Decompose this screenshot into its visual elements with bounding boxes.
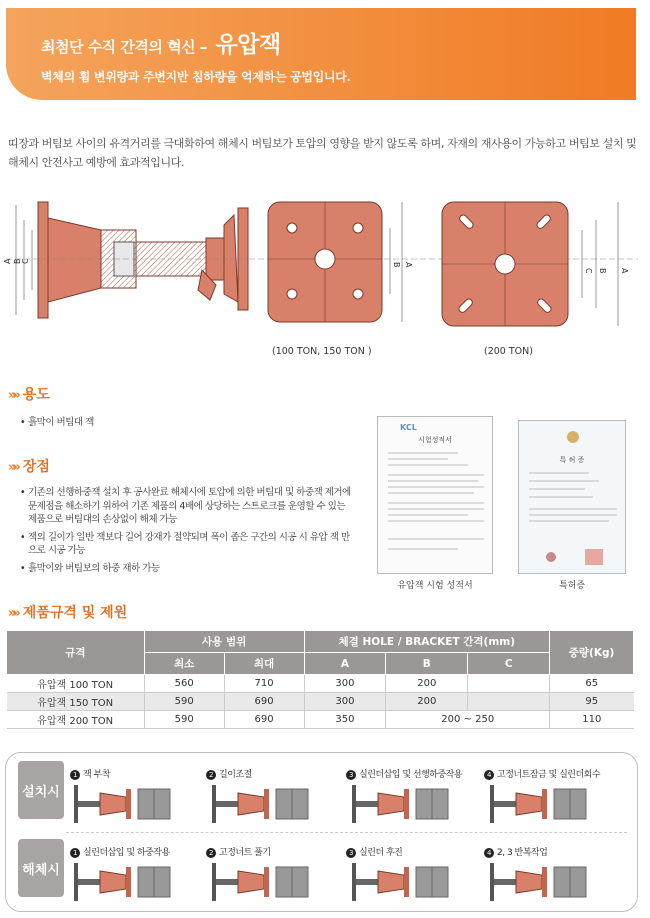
svg-text:A: A: [3, 258, 12, 264]
svg-text:A: A: [620, 268, 629, 274]
spec-heading: »» 제품규격 및 제원: [8, 605, 128, 621]
cell-a: 350: [304, 711, 386, 729]
col-b: B: [386, 653, 468, 675]
plate-100-150-view: [268, 202, 413, 322]
step-text: 실린더삽입 및 하중작용: [83, 848, 170, 858]
caption-100-150: (100 TON, 150 TON ): [272, 346, 372, 357]
cell-b: 200: [386, 675, 468, 693]
table-row: [7, 675, 634, 693]
svg-text:B: B: [13, 258, 22, 264]
advantage-item: • 잭의 길이가 일반 잭보다 길어 강재가 절약되며 폭이 좁은 구간의 시공 시 유압 잭 만으로 시공 가능: [20, 531, 356, 558]
install-step-2: [206, 767, 252, 780]
svg-text:B: B: [392, 262, 401, 268]
title-prefix: 최첨단 수직 간격의 혁신 –: [41, 38, 207, 56]
cell-c: [468, 693, 550, 711]
header-banner: [6, 8, 636, 100]
cell-min: 590: [144, 693, 224, 711]
remove-label: 해체시: [18, 839, 64, 897]
doc2-lines: [529, 469, 617, 569]
doc2-title: 특 허 증: [559, 456, 585, 464]
col-weight: 중량(Kg): [550, 631, 634, 675]
step-text: 잭 부착: [83, 770, 110, 780]
doc2-caption: 특허증: [558, 581, 586, 591]
advantage-item: • 기존의 선행하중잭 설치 후 공사완료 해체시에 토압에 의한 버팀대 및 하중잭 제거에 문제점을 해소하기 위하여 기존 제품의 4배에 상당하는 스트로크를 운영할 수 있는 제품으로 버팀대의 손상없이 해체 가능: [20, 486, 356, 527]
cell-bc: 200 ~ 250: [386, 711, 550, 729]
step-text: 실린더 후진: [359, 848, 403, 858]
doc-logo: KCL: [400, 423, 417, 432]
step-text: 2, 3 반복작업: [497, 848, 548, 858]
cell-max: 710: [224, 675, 304, 693]
cell-name: 유압잭 200 TON: [7, 711, 145, 729]
title-product: 유압잭: [215, 32, 281, 58]
cell-min: 560: [144, 675, 224, 693]
cell-weight: 95: [550, 693, 634, 711]
step-text: 고정너트잠금 및 실린더회수: [497, 770, 601, 780]
usage-title: 용도: [22, 387, 50, 403]
doc1-title: 시험성적서: [418, 436, 452, 444]
install-label: 설치시: [18, 761, 64, 819]
col-bracket: 체결 HOLE / BRACKET 간격(mm): [304, 631, 550, 653]
intro-text: 띠장과 버팀보 사이의 유격거리를 극대화하여 해체시 버팀보가 토압의 영향을 받지 않도록 하며, 자재의 재사용이 가능하고 버팀보 설치 및 해체시 안전사고 예방에 효과적입니다.: [8, 137, 637, 169]
step-number: 1: [70, 770, 80, 780]
col-a: A: [304, 653, 386, 675]
cell-name: 유압잭 100 TON: [7, 675, 145, 693]
step-illustrations: [68, 781, 634, 909]
cell-weight: 65: [550, 675, 634, 693]
caption-200: (200 TON): [484, 346, 533, 357]
usage-item: • 흙막이 버팀대 잭: [20, 416, 340, 430]
col-max: 최대: [224, 653, 304, 675]
test-report-document: [377, 416, 493, 574]
cell-weight: 110: [550, 711, 634, 729]
page-title: [41, 26, 281, 59]
col-c: C: [468, 653, 550, 675]
advantages-list: [20, 486, 356, 579]
patent-document: [518, 420, 626, 574]
step-text: 고정너트 풀기: [219, 848, 271, 858]
steps-panel: [5, 752, 638, 912]
advantage-item: • 흙막이와 버팀보의 하중 재하 가능: [20, 562, 356, 576]
table-row: [7, 693, 634, 711]
install-step-4: [484, 767, 600, 780]
usage-heading: »» 용도: [8, 387, 50, 403]
step-text: 길이조절: [219, 770, 252, 780]
spec-table: [6, 630, 634, 729]
step-number: 2: [206, 848, 216, 858]
step-number: 4: [484, 848, 494, 858]
svg-text:C: C: [21, 258, 30, 264]
cell-min: 590: [144, 711, 224, 729]
cell-c: [468, 675, 550, 693]
doc1-caption: 유압잭 시험 성적서: [397, 581, 473, 591]
step-text: 실린더삽입 및 선행하중작용: [359, 770, 463, 780]
page-subtitle: 벽체의 휨 변위량과 주변지반 침하량을 억제하는 공법입니다.: [41, 70, 351, 84]
svg-text:B: B: [598, 268, 607, 274]
jack-step-icon: [74, 785, 170, 823]
advantages-title: 장점: [22, 459, 50, 475]
step-number: 1: [70, 848, 80, 858]
svg-text:A: A: [404, 262, 413, 268]
spec-title: 제품규격 및 제원: [22, 605, 128, 621]
step-number: 2: [206, 770, 216, 780]
usage-list: [20, 416, 340, 434]
col-spec: 규격: [7, 631, 145, 675]
doc1-lines: [388, 449, 484, 567]
table-row: [7, 711, 634, 729]
svg-text:C: C: [584, 268, 593, 274]
step-number: 3: [346, 770, 356, 780]
install-step-1: [70, 767, 110, 780]
step-number: 4: [484, 770, 494, 780]
cell-b: 200: [386, 693, 468, 711]
technical-drawing: [3, 190, 638, 340]
col-range: 사용 범위: [144, 631, 304, 653]
step-number: 3: [346, 848, 356, 858]
col-min: 최소: [144, 653, 224, 675]
install-step-3: [346, 767, 462, 780]
cell-max: 690: [224, 711, 304, 729]
cell-name: 유압잭 150 TON: [7, 693, 145, 711]
cell-a: 300: [304, 675, 386, 693]
seal-icon: [567, 431, 579, 443]
advantages-heading: »» 장점: [8, 459, 50, 475]
cell-max: 690: [224, 693, 304, 711]
cell-a: 300: [304, 693, 386, 711]
plate-200-view: [442, 202, 629, 326]
